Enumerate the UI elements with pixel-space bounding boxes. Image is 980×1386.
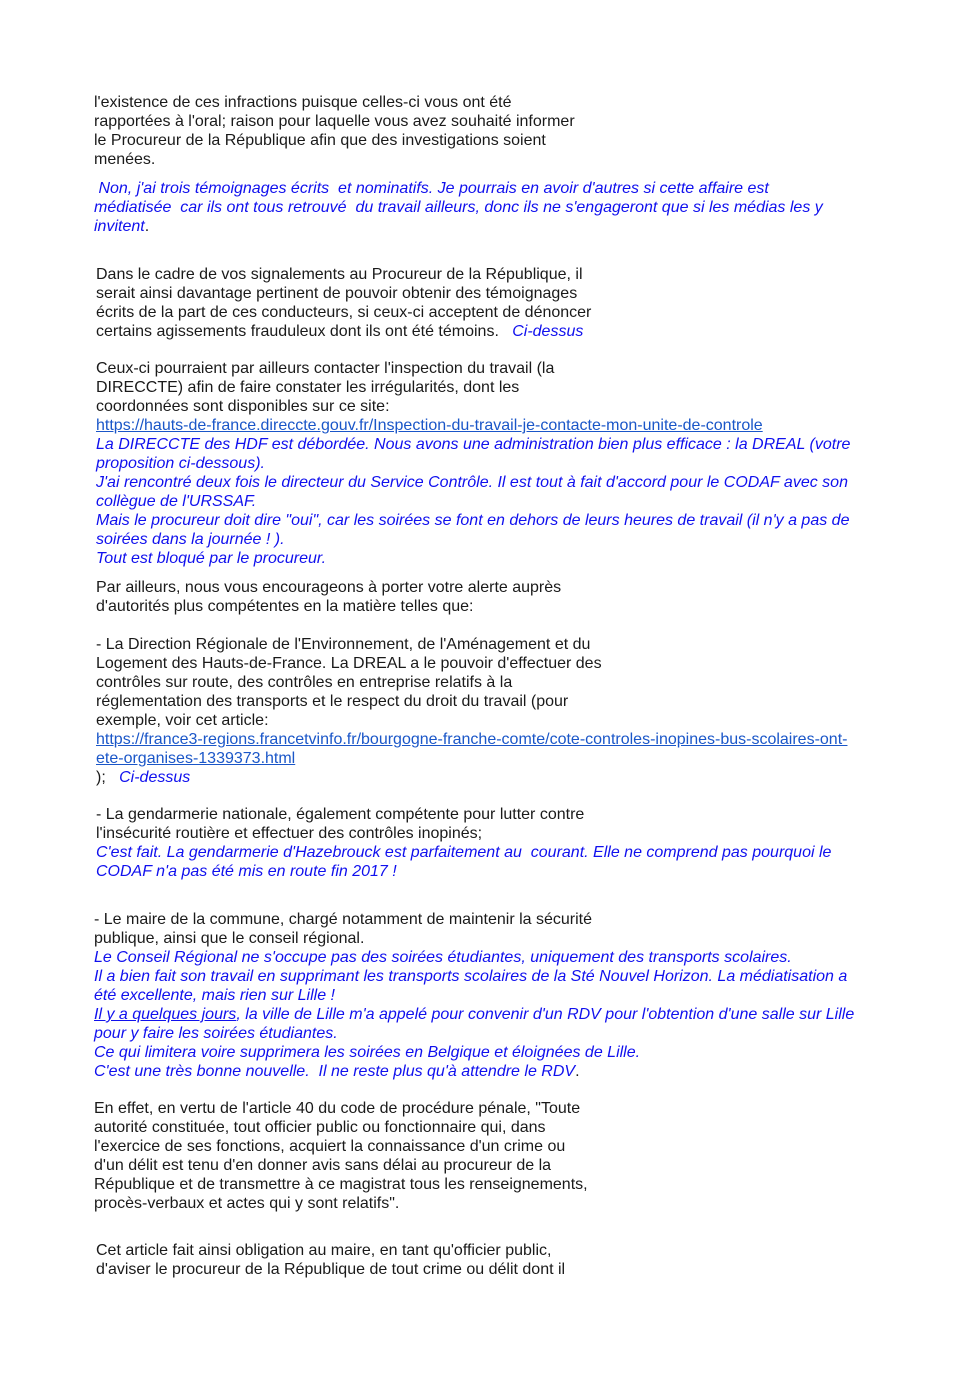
text-line [94,131,980,150]
body-text: - La Direction Régionale de l'Environnement, de l'Aménagement et du [96,636,591,653]
reply-text: collègue de l'URSSAF. [96,493,257,510]
body-text: certains agissements frauduleux dont ils ont été témoins. [96,323,513,340]
reply-text: pour y faire les soirées étudiantes. [94,1025,338,1042]
body-text: Ceux-ci pourraient par ailleurs contacter l'inspection du travail (la [96,360,555,377]
text-line [96,1260,980,1279]
text-line [96,805,980,824]
reply-text: Le Conseil Régional ne s'occupe pas des soirées étudiantes, uniquement des transports scolaires. [94,949,792,966]
text-line [96,435,980,454]
body-text: Cet article fait ainsi obligation au maire, en tant qu'officier public, [96,1242,552,1259]
text-line [96,265,980,284]
text-line [94,1137,980,1156]
text-line [94,1062,980,1081]
reply-text: Ci-dessus [512,323,584,340]
text-line [96,397,980,416]
body-text: serait ainsi davantage pertinent de pouvoir obtenir des témoignages [96,285,578,302]
body-text: d'autorités plus compétentes en la matière telles que: [96,598,474,615]
paragraph-reply-temoignages [94,179,980,236]
text-line [94,986,980,1005]
body-text: coordonnées sont disponibles sur ce site: [96,398,390,415]
text-line [96,454,980,473]
body-text: l'exercice de ses fonctions, acquiert la connaissance d'un crime ou [94,1138,566,1155]
paragraph-signalements [96,265,980,341]
body-text: République et de transmettre à ce magistrat tous les renseignements, [94,1176,588,1193]
body-text: ); [96,769,120,786]
url-link[interactable]: ete-organises-1339373.html [96,750,296,767]
paragraph-maire [94,910,980,1081]
text-line [96,284,980,303]
paragraph-obligation [96,1241,980,1279]
url-link[interactable]: https://france3-regions.francetvinfo.fr/bourgogne-franche-comte/cote-controles-inopines-bus-scolaires-ont- [96,731,848,748]
body-text: le Procureur de la République afin que des investigations soient [94,132,546,149]
text-line [94,112,980,131]
text-line [96,654,980,673]
text-line [96,578,980,597]
body-text: menées. [94,151,156,168]
text-line [96,673,980,692]
body-text: écrits de la part de ces conducteurs, si ceux-ci acceptent de dénoncer [96,304,592,321]
body-text: Par ailleurs, nous vous encourageons à porter votre alerte auprès [96,579,562,596]
paragraph-article40 [94,1099,980,1213]
reply-text: Tout est bloqué par le procureur. [96,550,327,567]
paragraph-autorites [96,578,980,616]
reply-text: Il y a quelques jours [94,1006,237,1023]
reply-text: Ci-dessus [119,769,191,786]
body-text: contrôles sur route, des contrôles en entreprise relatifs à la [96,674,513,691]
reply-text: J'ai rencontré deux fois le directeur du Service Contrôle. Il est tout à fait d'accord pour le CODAF avec son [96,474,848,491]
url-link[interactable]: https://hauts-de-france.direccte.gouv.fr/Inspection-du-travail-je-contacte-mon-unite-de-controle [96,417,763,434]
text-line [96,416,980,435]
body-text: rapportées à l'oral; raison pour laquelle vous avez souhaité informer [94,113,575,130]
body-text: DIRECCTE) afin de faire constater les irrégularités, dont les [96,379,520,396]
text-line [94,179,980,198]
text-line [96,824,980,843]
body-text: d'aviser le procureur de la République de tout crime ou délit dont il [96,1261,566,1278]
text-line [96,692,980,711]
text-line [96,635,980,654]
text-line [96,1241,980,1260]
reply-text: Mais le procureur doit dire "oui", car les soirées se font en dehors de leurs heures de travail (il n'y a pas de [96,512,850,529]
text-line [94,1118,980,1137]
body-text: . [575,1063,580,1080]
text-line [94,1024,980,1043]
text-line [96,511,980,530]
text-line [94,150,980,169]
text-line [94,217,980,236]
reply-text: C'est fait. La gendarmerie d'Hazebrouck est parfaitement au courant. Elle ne comprend pas pourquoi le [96,844,832,861]
body-text: - Le maire de la commune, chargé notamment de maintenir la sécurité [94,911,593,928]
reply-text: Non, j'ai trois témoignages écrits et nominatifs. Je pourrais en avoir d'autres si cette affaire est [94,180,769,197]
text-line [96,322,980,341]
body-text: En effet, en vertu de l'article 40 du code de procédure pénale, "Toute [94,1100,581,1117]
text-line [96,730,980,749]
text-line [94,1043,980,1062]
text-line [94,1194,980,1213]
text-line [94,1175,980,1194]
reply-text: La DIRECCTE des HDF est débordée. Nous avons une administration bien plus efficace : la DREAL (votre [96,436,851,453]
body-text: réglementation des transports et le respect du droit du travail (pour [96,693,569,710]
text-line [96,768,980,787]
reply-text: été excellente, mais rien sur Lille ! [94,987,335,1004]
text-line [94,910,980,929]
text-line [94,1156,980,1175]
text-line [96,711,980,730]
text-line [94,93,980,112]
text-line [94,967,980,986]
reply-text: Il a bien fait son travail en supprimant les transports scolaires de la Sté Nouvel Horizon. La médiatisation a [94,968,848,985]
text-line [96,843,980,862]
paragraph-gendarmerie [96,805,980,881]
text-line [96,359,980,378]
body-text: l'insécurité routière et effectuer des contrôles inopinés; [96,825,483,842]
text-line [96,473,980,492]
text-line [96,530,980,549]
text-line [96,862,980,881]
body-text: Logement des Hauts-de-France. La DREAL a le pouvoir d'effectuer des [96,655,602,672]
text-line [94,1005,980,1024]
text-line [94,948,980,967]
text-line [96,492,980,511]
text-line [94,929,980,948]
text-line [96,303,980,322]
body-text: l'existence de ces infractions puisque celles-ci vous ont été [94,94,512,111]
text-line [94,198,980,217]
reply-text: médiatisée car ils ont tous retrouvé du travail ailleurs, donc ils ne s'engageront que si les médias les y [94,199,823,216]
body-text: d'un délit est tenu d'en donner avis sans délai au procureur de la [94,1157,552,1174]
body-text: publique, ainsi que le conseil régional. [94,930,365,947]
text-line [96,597,980,616]
body-text: . [144,218,150,235]
body-text: Dans le cadre de vos signalements au Procureur de la République, il [96,266,583,283]
paragraph-direccte [96,359,980,568]
text-line [94,1099,980,1118]
paragraph-intro [94,93,980,169]
reply-text: C'est une très bonne nouvelle. Il ne reste plus qu'à attendre le RDV [94,1063,576,1080]
body-text: exemple, voir cet article: [96,712,269,729]
text-line [96,378,980,397]
reply-text: CODAF n'a pas été mis en route fin 2017 ! [96,863,397,880]
reply-text: soirées dans la journée ! ). [96,531,285,548]
reply-text: , la ville de Lille m'a appelé pour convenir d'un RDV pour l'obtention d'une salle sur Lille [236,1006,855,1023]
body-text: - La gendarmerie nationale, également compétente pour lutter contre [96,806,585,823]
reply-text: proposition ci-dessous). [96,455,265,472]
body-text: procès-verbaux et actes qui y sont relatifs". [94,1195,400,1212]
text-line [96,749,980,768]
text-line [96,549,980,568]
reply-text: Ce qui limitera voire supprimera les soirées en Belgique et éloignées de Lille. [94,1044,641,1061]
reply-text: invitent [94,218,145,235]
body-text: autorité constituée, tout officier public ou fonctionnaire qui, dans [94,1119,546,1136]
paragraph-dreal [96,635,980,787]
